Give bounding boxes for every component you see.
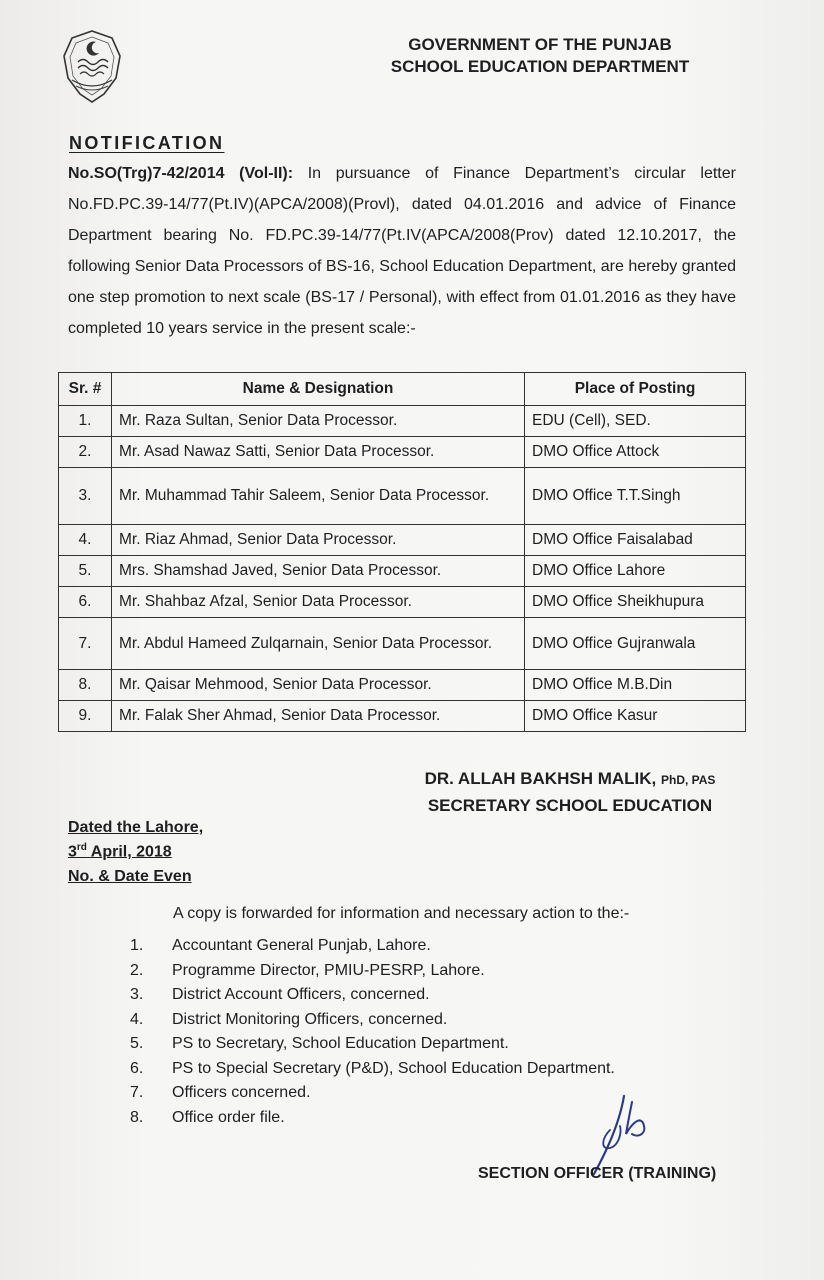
col-header-sr: Sr. # [59, 373, 112, 406]
secretary-name-line [390, 766, 750, 793]
notification-text: In pursuance of Finance Department’s circular letter No.FD.PC.39-14/77(Pt.IV)(APCA/2008)(Provl), dated 04.01.2016 and advice of Finance Department bearing No. FD.PC.39-14/77(Pt.IV(APCA/2008(Prov) dated 12.10.2017, the following Senior Data Processors of BS-16, School Education Department, are hereby granted one step promotion to next scale (BS-17 / Personal), with effect from 01.01.2016 as they have completed 10 years service in the present scale:- [68, 165, 736, 337]
table-row [59, 670, 746, 701]
dated-block [68, 818, 203, 862]
notification-body [68, 158, 736, 344]
table-row [59, 618, 746, 670]
list-item: 7. Officers concerned. [130, 1084, 311, 1101]
list-item: 3. District Account Officers, concerned. [130, 986, 430, 1003]
table-row [59, 587, 746, 618]
secretary-title: SECRETARY SCHOOL EDUCATION [427, 796, 713, 815]
row-sr: 4. [59, 525, 112, 556]
row-sr: 1. [59, 406, 112, 437]
list-item: 4. District Monitoring Officers, concerned. [130, 1010, 448, 1028]
list-item: 8. Office order file. [130, 1108, 285, 1126]
row-sr: 7. [59, 618, 112, 670]
list-item: 2. Programme Director, PMIU-PESRP, Lahore. [130, 961, 485, 979]
row-name: Mrs. Shamshad Javed, Senior Data Processor. [112, 556, 525, 587]
dated-month-year: April, 2018 [90, 843, 172, 861]
col-header-place: Place of Posting [525, 373, 746, 406]
table-row [59, 437, 746, 468]
row-place: DMO Office Attock [525, 437, 746, 468]
row-sr: 2. [59, 437, 112, 468]
list-item: 5. PS to Secretary, School Education Department. [130, 1035, 509, 1052]
header-government: GOVERNMENT OF THE PUNJAB [408, 35, 672, 54]
row-place: DMO Office Gujranwala [525, 618, 746, 670]
secretary-name: DR. ALLAH BAKHSH MALIK, [424, 769, 657, 788]
secretary-signature-block [390, 766, 750, 818]
table-row [59, 701, 746, 732]
section-officer-signoff: SECTION OFFICER (TRAINING) [478, 1165, 717, 1182]
row-name: Mr. Falak Sher Ahmad, Senior Data Processor. [112, 701, 525, 732]
secretary-credentials: PhD, PAS [660, 773, 716, 787]
notification-heading: NOTIFICATION [69, 133, 225, 153]
notification-ref-number: No.SO(Trg)7-42/2014 (Vol-II): [68, 165, 294, 182]
col-header-name: Name & Designation [112, 373, 525, 406]
dated-day: 3 [68, 843, 77, 861]
table-row [59, 556, 746, 587]
row-place: DMO Office Faisalabad [525, 525, 746, 556]
punjab-seal-logo [58, 28, 126, 106]
row-name: Mr. Abdul Hameed Zulqarnain, Senior Data Processor. [112, 618, 525, 670]
dated-day-suffix: rd [76, 842, 87, 853]
row-sr: 9. [59, 701, 112, 732]
row-place: DMO Office Kasur [525, 701, 746, 732]
row-sr: 8. [59, 670, 112, 701]
promotion-table [58, 372, 746, 732]
row-place: DMO Office M.B.Din [525, 670, 746, 701]
row-place: DMO Office T.T.Singh [525, 468, 746, 525]
table-row [59, 525, 746, 556]
row-sr: 6. [59, 587, 112, 618]
distribution-list [130, 934, 615, 1130]
row-sr: 5. [59, 556, 112, 587]
row-name: Mr. Muhammad Tahir Saleem, Senior Data Processor. [112, 468, 525, 525]
row-place: DMO Office Sheikhupura [525, 587, 746, 618]
dated-date [68, 838, 203, 862]
row-name: Mr. Asad Nawaz Satti, Senior Data Processor. [112, 437, 525, 468]
row-place: EDU (Cell), SED. [525, 406, 746, 437]
table-row [59, 468, 746, 525]
list-item: 1. Accountant General Punjab, Lahore. [130, 937, 431, 954]
row-sr: 3. [59, 468, 112, 525]
endorsement-intro: A copy is forwarded for information and necessary action to the:- [173, 905, 630, 922]
table-header-row [59, 373, 746, 406]
department-header [340, 34, 740, 78]
row-name: Mr. Riaz Ahmad, Senior Data Processor. [112, 525, 525, 556]
list-item: 6. PS to Special Secretary (P&D), School Education Department. [130, 1059, 615, 1077]
row-place: DMO Office Lahore [525, 556, 746, 587]
row-name: Mr. Qaisar Mehmood, Senior Data Processor. [112, 670, 525, 701]
dated-place: Dated the Lahore, [68, 819, 204, 836]
row-name: Mr. Shahbaz Afzal, Senior Data Processor. [112, 587, 525, 618]
table-row [59, 406, 746, 437]
endorsement-heading: No. & Date Even [68, 868, 192, 885]
header-department: SCHOOL EDUCATION DEPARTMENT [390, 57, 690, 76]
row-name: Mr. Raza Sultan, Senior Data Processor. [112, 406, 525, 437]
